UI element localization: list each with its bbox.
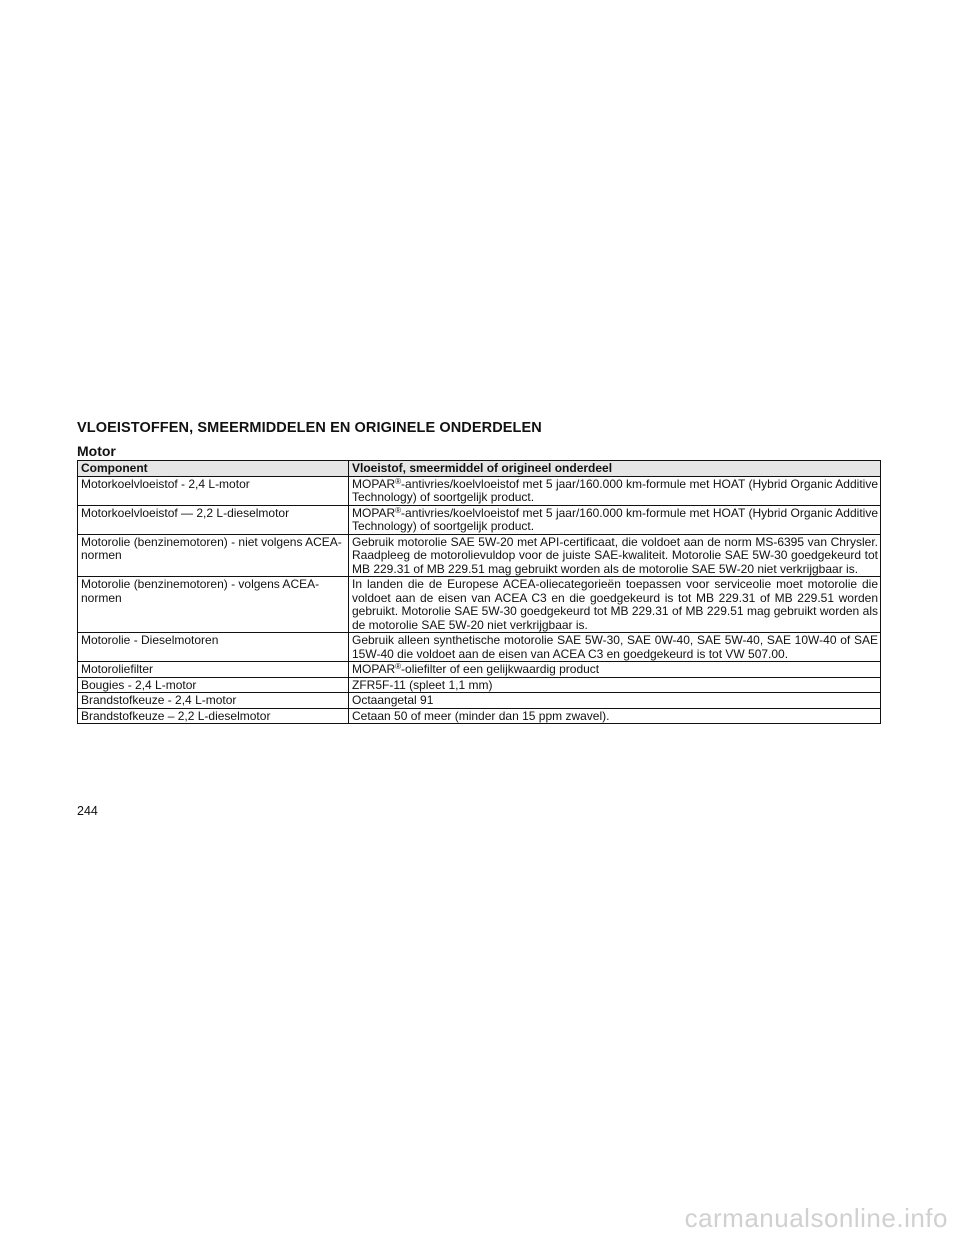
fluid-cell bbox=[349, 534, 881, 577]
fluid-cell bbox=[349, 708, 881, 724]
registered-mark: ® bbox=[395, 476, 402, 486]
table-row bbox=[78, 693, 881, 709]
table-row bbox=[78, 577, 881, 633]
table-header-row bbox=[78, 461, 881, 477]
fluid-cell bbox=[349, 633, 881, 662]
table-row bbox=[78, 476, 881, 505]
column-header-component: Component bbox=[78, 461, 349, 477]
table-row bbox=[78, 677, 881, 693]
component-cell: Bougies - 2,4 L-motor bbox=[78, 677, 349, 693]
watermark: carmanualsonline.info bbox=[684, 1203, 948, 1233]
brand-name: MOPAR bbox=[352, 476, 396, 491]
component-cell: Motorolie (benzinemotoren) - volgens ACEA-normen bbox=[78, 577, 349, 633]
page-number: 244 bbox=[77, 804, 98, 818]
fluid-text: Octaangetal 91 bbox=[352, 693, 434, 707]
table-body bbox=[78, 476, 881, 724]
fluid-text: Gebruik motorolie SAE 5W-20 met API-certificaat, die voldoet aan de norm MS-6395 van Chrysler. Raadpleeg de motorolievuldop voor de juiste SAE-kwaliteit. Motorolie SAE 5W-30 goedgekeurd tot MB 229.31 of MB 229.51 mag gebruikt worden als de motorolie SAE 5W-20 niet verkrijgbaar is. bbox=[352, 534, 878, 576]
component-cell: Motorolie - Dieselmotoren bbox=[78, 633, 349, 662]
table-row bbox=[78, 633, 881, 662]
fluid-text: -antivries/koelvloeistof met 5 jaar/160.000 km-formule met HOAT (Hybrid Organic Additive Technology) of soortgelijk product. bbox=[352, 505, 878, 533]
fluid-cell bbox=[349, 677, 881, 693]
section-title: VLOEISTOFFEN, SMEERMIDDELEN EN ORIGINELE ONDERDELEN bbox=[77, 420, 542, 436]
brand-name: MOPAR bbox=[352, 662, 396, 676]
fluid-text: ZFR5F-11 (spleet 1,1 mm) bbox=[352, 677, 493, 692]
table-row bbox=[78, 505, 881, 534]
fluid-text: Cetaan 50 of meer (minder dan 15 ppm zwavel). bbox=[352, 708, 610, 723]
component-cell: Brandstofkeuze – 2,2 L-dieselmotor bbox=[78, 708, 349, 724]
fluid-cell bbox=[349, 505, 881, 534]
table-row bbox=[78, 708, 881, 724]
fluid-text: -oliefilter of een gelijkwaardig product bbox=[401, 662, 600, 676]
column-header-fluid: Vloeistof, smeermiddel of origineel onderdeel bbox=[349, 461, 881, 477]
component-cell: Motorolie (benzinemotoren) - niet volgens ACEA-normen bbox=[78, 534, 349, 577]
fluid-text: In landen die de Europese ACEA-oliecategorieën toepassen voor serviceolie moet motorolie die voldoet aan de eisen van ACEA C3 en die goedgekeurd is tot MB 229.31 of MB 229.51 worden gebruikt. Motorolie SAE 5W-30 goedgekeurd tot MB 229.31 of MB 229.51 mag gebruikt worden als de motorolie SAE 5W-20 niet verkrijgbaar is. bbox=[352, 577, 878, 632]
table-row bbox=[78, 662, 881, 678]
component-cell: Motorkoelvloeistof - 2,4 L-motor bbox=[78, 476, 349, 505]
fluid-cell bbox=[349, 693, 881, 709]
fluid-text: -antivries/koelvloeistof met 5 jaar/160.000 km-formule met HOAT (Hybrid Organic Additive Technology) of soortgelijk product. bbox=[352, 476, 878, 504]
fluid-cell bbox=[349, 662, 881, 678]
fluids-table bbox=[77, 460, 881, 724]
fluid-text: Gebruik alleen synthetische motorolie SAE 5W-30, SAE 0W-40, SAE 5W-40, SAE 10W-40 of SAE 15W-40 die voldoet aan de eisen van ACEA C3 en goedgekeurd is tot VW 507.00. bbox=[352, 633, 878, 661]
component-cell: Brandstofkeuze - 2,4 L-motor bbox=[78, 693, 349, 709]
fluid-cell bbox=[349, 577, 881, 633]
registered-mark: ® bbox=[395, 662, 402, 671]
brand-name: MOPAR bbox=[352, 505, 396, 520]
table-row bbox=[78, 534, 881, 577]
fluid-cell bbox=[349, 476, 881, 505]
sub-title: Motor bbox=[77, 443, 116, 459]
registered-mark: ® bbox=[395, 505, 402, 515]
component-cell: Motoroliefilter bbox=[78, 662, 349, 678]
component-cell: Motorkoelvloeistof — 2,2 L-dieselmotor bbox=[78, 505, 349, 534]
